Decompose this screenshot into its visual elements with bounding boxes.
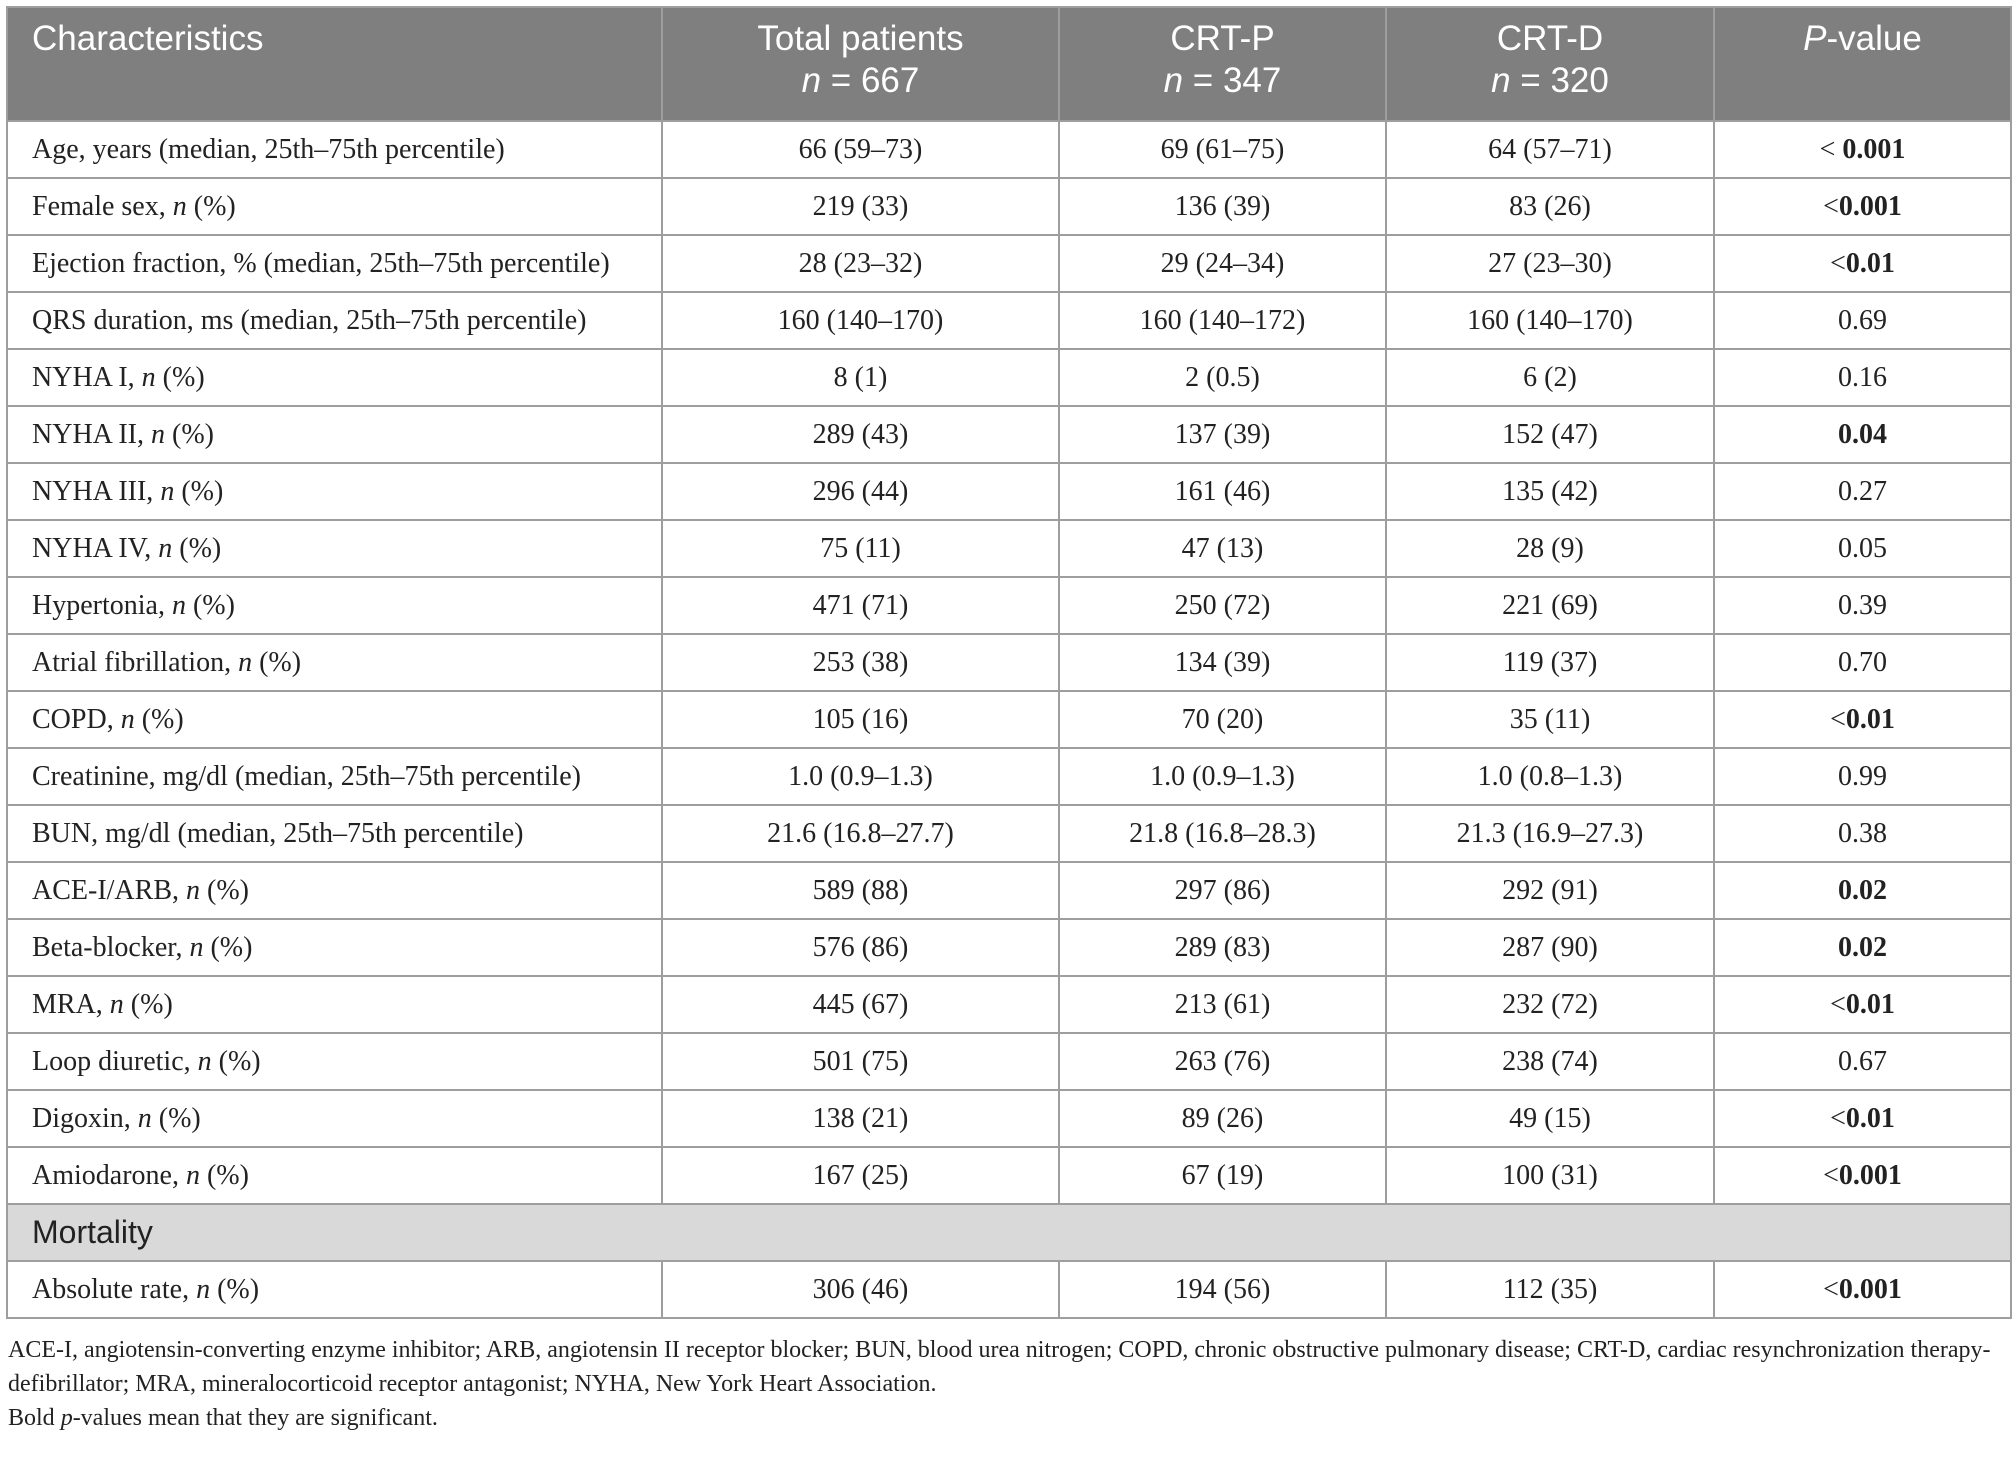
cell-p-value: <0.01 (1714, 235, 2011, 292)
cell-crt-d: 27 (23–30) (1386, 235, 1714, 292)
cell-crt-p: 1.0 (0.9–1.3) (1059, 748, 1386, 805)
row-label: Digoxin, n (%) (7, 1090, 662, 1147)
cell-p-value: 0.38 (1714, 805, 2011, 862)
cell-crt-p: 289 (83) (1059, 919, 1386, 976)
cell-crt-d: 64 (57–71) (1386, 121, 1714, 178)
cell-crt-p: 297 (86) (1059, 862, 1386, 919)
row-label: NYHA III, n (%) (7, 463, 662, 520)
row-label: NYHA IV, n (%) (7, 520, 662, 577)
table-row (7, 1147, 2011, 1204)
row-label: QRS duration, ms (median, 25th–75th percentile) (7, 292, 662, 349)
row-label: ACE-I/ARB, n (%) (7, 862, 662, 919)
cell-crt-p: 213 (61) (1059, 976, 1386, 1033)
cell-crt-d: 6 (2) (1386, 349, 1714, 406)
table-row (7, 919, 2011, 976)
cell-crt-p: 134 (39) (1059, 634, 1386, 691)
cell-crt-d: 119 (37) (1386, 634, 1714, 691)
cell-crt-p: 136 (39) (1059, 178, 1386, 235)
cell-total: 471 (71) (662, 577, 1059, 634)
cell-crt-p: 89 (26) (1059, 1090, 1386, 1147)
row-label: Female sex, n (%) (7, 178, 662, 235)
row-label: Hypertonia, n (%) (7, 577, 662, 634)
row-label: COPD, n (%) (7, 691, 662, 748)
cell-crt-p: 47 (13) (1059, 520, 1386, 577)
table-row (7, 463, 2011, 520)
header-p-value: P-value (1714, 7, 2011, 121)
cell-total: 21.6 (16.8–27.7) (662, 805, 1059, 862)
cell-p-value: <0.01 (1714, 976, 2011, 1033)
cell-total: 138 (21) (662, 1090, 1059, 1147)
section-header-mortality (7, 1204, 2011, 1261)
table-row (7, 691, 2011, 748)
cell-p-value: 0.70 (1714, 634, 2011, 691)
cell-total: 501 (75) (662, 1033, 1059, 1090)
cell-crt-d: 221 (69) (1386, 577, 1714, 634)
cell-crt-p: 2 (0.5) (1059, 349, 1386, 406)
table-row (7, 1033, 2011, 1090)
cell-crt-d: 287 (90) (1386, 919, 1714, 976)
table-row (7, 976, 2011, 1033)
cell-total: 306 (46) (662, 1261, 1059, 1318)
table-row (7, 406, 2011, 463)
significance-note: Bold p-values mean that they are significant. (8, 1405, 438, 1431)
cell-total: 28 (23–32) (662, 235, 1059, 292)
header-characteristics: Characteristics (7, 7, 662, 121)
cell-crt-p: 69 (61–75) (1059, 121, 1386, 178)
table-body (7, 121, 2011, 1318)
table-row (7, 862, 2011, 919)
cell-crt-d: 49 (15) (1386, 1090, 1714, 1147)
cell-crt-d: 1.0 (0.8–1.3) (1386, 748, 1714, 805)
row-label: NYHA I, n (%) (7, 349, 662, 406)
cell-total: 296 (44) (662, 463, 1059, 520)
cell-crt-p: 29 (24–34) (1059, 235, 1386, 292)
table-row (7, 235, 2011, 292)
header-total-patients: Total patients n = 667 (662, 7, 1059, 121)
row-label: Beta-blocker, n (%) (7, 919, 662, 976)
cell-p-value: 0.04 (1714, 406, 2011, 463)
table-row (7, 1090, 2011, 1147)
cell-crt-d: 100 (31) (1386, 1147, 1714, 1204)
cell-total: 1.0 (0.9–1.3) (662, 748, 1059, 805)
table-row (7, 748, 2011, 805)
cell-total: 289 (43) (662, 406, 1059, 463)
table-row (7, 292, 2011, 349)
cell-crt-p: 70 (20) (1059, 691, 1386, 748)
cell-total: 160 (140–170) (662, 292, 1059, 349)
cell-crt-d: 160 (140–170) (1386, 292, 1714, 349)
cell-crt-p: 161 (46) (1059, 463, 1386, 520)
header-crt-p: CRT-P n = 347 (1059, 7, 1386, 121)
table-row (7, 178, 2011, 235)
cell-crt-p: 137 (39) (1059, 406, 1386, 463)
row-label: Atrial fibrillation, n (%) (7, 634, 662, 691)
cell-p-value: <0.001 (1714, 1261, 2011, 1318)
cell-p-value: 0.05 (1714, 520, 2011, 577)
header-row (7, 7, 2011, 121)
cell-total: 8 (1) (662, 349, 1059, 406)
abbreviations-note: ACE-I, angiotensin-converting enzyme inhibitor; ARB, angiotensin II receptor blocker; BUN, blood urea nitrogen; COPD, chronic obstructive pulmonary disease; CRT-D, cardiac resynchronization therapy-defibrillator; MRA, mineralocorticoid receptor antagonist; NYHA, New York Heart Association. (8, 1337, 1991, 1397)
cell-p-value: <0.001 (1714, 1147, 2011, 1204)
cell-p-value: <0.01 (1714, 691, 2011, 748)
table-container (6, 6, 2010, 1435)
cell-total: 105 (16) (662, 691, 1059, 748)
cell-p-value: 0.02 (1714, 862, 2011, 919)
row-label: Ejection fraction, % (median, 25th–75th percentile) (7, 235, 662, 292)
cell-total: 445 (67) (662, 976, 1059, 1033)
cell-total: 66 (59–73) (662, 121, 1059, 178)
table-row (7, 634, 2011, 691)
row-label: Age, years (median, 25th–75th percentile) (7, 121, 662, 178)
table-row-mortality (7, 1261, 2011, 1318)
table-row (7, 805, 2011, 862)
cell-total: 219 (33) (662, 178, 1059, 235)
table-row (7, 577, 2011, 634)
cell-p-value: 0.99 (1714, 748, 2011, 805)
cell-p-value: 0.67 (1714, 1033, 2011, 1090)
cell-p-value: 0.39 (1714, 577, 2011, 634)
cell-crt-d: 83 (26) (1386, 178, 1714, 235)
cell-crt-p: 263 (76) (1059, 1033, 1386, 1090)
cell-crt-d: 135 (42) (1386, 463, 1714, 520)
cell-crt-d: 232 (72) (1386, 976, 1714, 1033)
cell-total: 253 (38) (662, 634, 1059, 691)
cell-p-value: 0.16 (1714, 349, 2011, 406)
table-row (7, 121, 2011, 178)
table-row (7, 520, 2011, 577)
cell-crt-d: 152 (47) (1386, 406, 1714, 463)
cell-p-value: 0.27 (1714, 463, 2011, 520)
cell-p-value: 0.69 (1714, 292, 2011, 349)
cell-p-value: <0.001 (1714, 178, 2011, 235)
cell-total: 576 (86) (662, 919, 1059, 976)
cell-crt-p: 21.8 (16.8–28.3) (1059, 805, 1386, 862)
row-label: NYHA II, n (%) (7, 406, 662, 463)
cell-p-value: <0.01 (1714, 1090, 2011, 1147)
row-label: Creatinine, mg/dl (median, 25th–75th percentile) (7, 748, 662, 805)
row-label: Loop diuretic, n (%) (7, 1033, 662, 1090)
cell-total: 167 (25) (662, 1147, 1059, 1204)
row-label: BUN, mg/dl (median, 25th–75th percentile) (7, 805, 662, 862)
table-footnotes (6, 1333, 2008, 1435)
cell-p-value: < 0.001 (1714, 121, 2011, 178)
cell-crt-d: 112 (35) (1386, 1261, 1714, 1318)
cell-crt-d: 238 (74) (1386, 1033, 1714, 1090)
row-label: Absolute rate, n (%) (7, 1261, 662, 1318)
cell-crt-d: 21.3 (16.9–27.3) (1386, 805, 1714, 862)
header-crt-d: CRT-D n = 320 (1386, 7, 1714, 121)
row-label: Amiodarone, n (%) (7, 1147, 662, 1204)
cell-crt-p: 160 (140–172) (1059, 292, 1386, 349)
section-title: Mortality (7, 1204, 2011, 1261)
cell-crt-p: 194 (56) (1059, 1261, 1386, 1318)
characteristics-table (6, 6, 2012, 1319)
cell-crt-d: 35 (11) (1386, 691, 1714, 748)
table-row (7, 349, 2011, 406)
cell-total: 75 (11) (662, 520, 1059, 577)
cell-p-value: 0.02 (1714, 919, 2011, 976)
cell-crt-d: 28 (9) (1386, 520, 1714, 577)
cell-crt-p: 67 (19) (1059, 1147, 1386, 1204)
cell-total: 589 (88) (662, 862, 1059, 919)
row-label: MRA, n (%) (7, 976, 662, 1033)
cell-crt-p: 250 (72) (1059, 577, 1386, 634)
cell-crt-d: 292 (91) (1386, 862, 1714, 919)
